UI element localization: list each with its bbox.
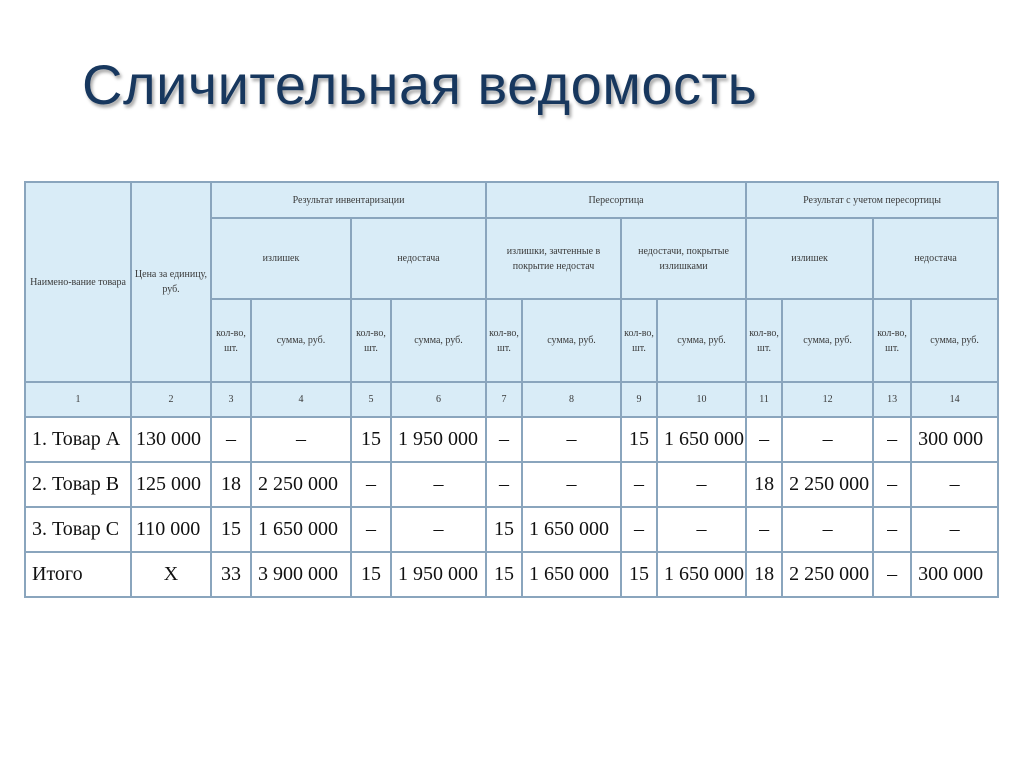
header-sum: сумма, руб. (911, 299, 998, 382)
cell-value: 300 000 (911, 552, 998, 597)
cell-value: 18 (211, 462, 251, 507)
slide-title: Сличительная ведомость (82, 53, 758, 116)
cell-value: 1 950 000 (391, 417, 486, 462)
header-shortage-covered: недостачи, покрытые излишками (621, 218, 746, 299)
cell-value: – (522, 417, 621, 462)
cell-value: – (351, 507, 391, 552)
cell-value: – (911, 507, 998, 552)
header-qty: кол-во, шт. (746, 299, 782, 382)
cell-value: 15 (486, 507, 522, 552)
header-group-inventory: Результат инвентаризации (211, 182, 486, 218)
cell-value: – (391, 507, 486, 552)
cell-value: – (746, 507, 782, 552)
cell-price: 125 000 (131, 462, 211, 507)
cell-name: 1. Товар А (25, 417, 131, 462)
column-number: 2 (131, 382, 211, 417)
cell-name: 3. Товар С (25, 507, 131, 552)
column-number: 9 (621, 382, 657, 417)
cell-value: – (873, 462, 911, 507)
cell-price: 110 000 (131, 507, 211, 552)
cell-value: – (873, 552, 911, 597)
header-group-after: Результат с учетом пересортицы (746, 182, 998, 218)
cell-value: – (211, 417, 251, 462)
table-row-total (25, 552, 998, 597)
cell-value: 18 (746, 462, 782, 507)
column-number: 10 (657, 382, 746, 417)
header-shortage-after: недостача (873, 218, 998, 299)
column-number: 4 (251, 382, 351, 417)
header-sum: сумма, руб. (782, 299, 873, 382)
header-qty: кол-во, шт. (873, 299, 911, 382)
header-sum: сумма, руб. (522, 299, 621, 382)
header-surplus-after: излишек (746, 218, 873, 299)
cell-value: – (873, 417, 911, 462)
cell-value: 33 (211, 552, 251, 597)
cell-value: 300 000 (911, 417, 998, 462)
cell-name: 2. Товар В (25, 462, 131, 507)
cell-value: 1 950 000 (391, 552, 486, 597)
cell-value: – (486, 417, 522, 462)
cell-value: – (782, 417, 873, 462)
cell-value: – (621, 507, 657, 552)
header-group-resort: Пересортица (486, 182, 746, 218)
column-number: 12 (782, 382, 873, 417)
cell-value: 2 250 000 (782, 552, 873, 597)
cell-value: 15 (621, 417, 657, 462)
cell-value: – (657, 462, 746, 507)
cell-name: Итого (25, 552, 131, 597)
cell-value: – (911, 462, 998, 507)
comparison-table (24, 181, 999, 598)
cell-value: 3 900 000 (251, 552, 351, 597)
table-row (25, 507, 998, 552)
header-shortage: недостача (351, 218, 486, 299)
header-sum: сумма, руб. (391, 299, 486, 382)
cell-value: 1 650 000 (522, 552, 621, 597)
cell-value: – (782, 507, 873, 552)
header-name: Наимено-вание товара (25, 182, 131, 382)
header-surplus: излишек (211, 218, 351, 299)
column-number: 3 (211, 382, 251, 417)
cell-value: 2 250 000 (251, 462, 351, 507)
cell-value: 15 (211, 507, 251, 552)
header-qty: кол-во, шт. (211, 299, 251, 382)
column-number-row (25, 382, 998, 417)
column-number: 5 (351, 382, 391, 417)
cell-value: – (391, 462, 486, 507)
table-row (25, 417, 998, 462)
cell-value: 1 650 000 (251, 507, 351, 552)
cell-value: 2 250 000 (782, 462, 873, 507)
table-row (25, 462, 998, 507)
header-qty: кол-во, шт. (486, 299, 522, 382)
header-qty: кол-во, шт. (621, 299, 657, 382)
cell-value: 18 (746, 552, 782, 597)
cell-value: – (522, 462, 621, 507)
cell-value: 1 650 000 (657, 552, 746, 597)
column-number: 6 (391, 382, 486, 417)
cell-value: – (657, 507, 746, 552)
cell-value: 15 (351, 552, 391, 597)
column-number: 11 (746, 382, 782, 417)
header-qty: кол-во, шт. (351, 299, 391, 382)
comparison-sheet (24, 181, 997, 601)
column-number: 1 (25, 382, 131, 417)
cell-value: 15 (486, 552, 522, 597)
column-number: 13 (873, 382, 911, 417)
cell-value: – (351, 462, 391, 507)
header-surplus-counted: излишки, зачтенные в покрытие недостач (486, 218, 621, 299)
column-number: 7 (486, 382, 522, 417)
cell-value: – (486, 462, 522, 507)
column-number: 8 (522, 382, 621, 417)
cell-value: – (621, 462, 657, 507)
column-number: 14 (911, 382, 998, 417)
header-sum: сумма, руб. (657, 299, 746, 382)
cell-value: 15 (621, 552, 657, 597)
cell-value: – (873, 507, 911, 552)
cell-value: – (251, 417, 351, 462)
cell-value: 1 650 000 (657, 417, 746, 462)
cell-price: 130 000 (131, 417, 211, 462)
cell-value: 1 650 000 (522, 507, 621, 552)
header-price: Цена за единицу, руб. (131, 182, 211, 382)
cell-value: 15 (351, 417, 391, 462)
cell-value: – (746, 417, 782, 462)
cell-price: Х (131, 552, 211, 597)
header-sum: сумма, руб. (251, 299, 351, 382)
